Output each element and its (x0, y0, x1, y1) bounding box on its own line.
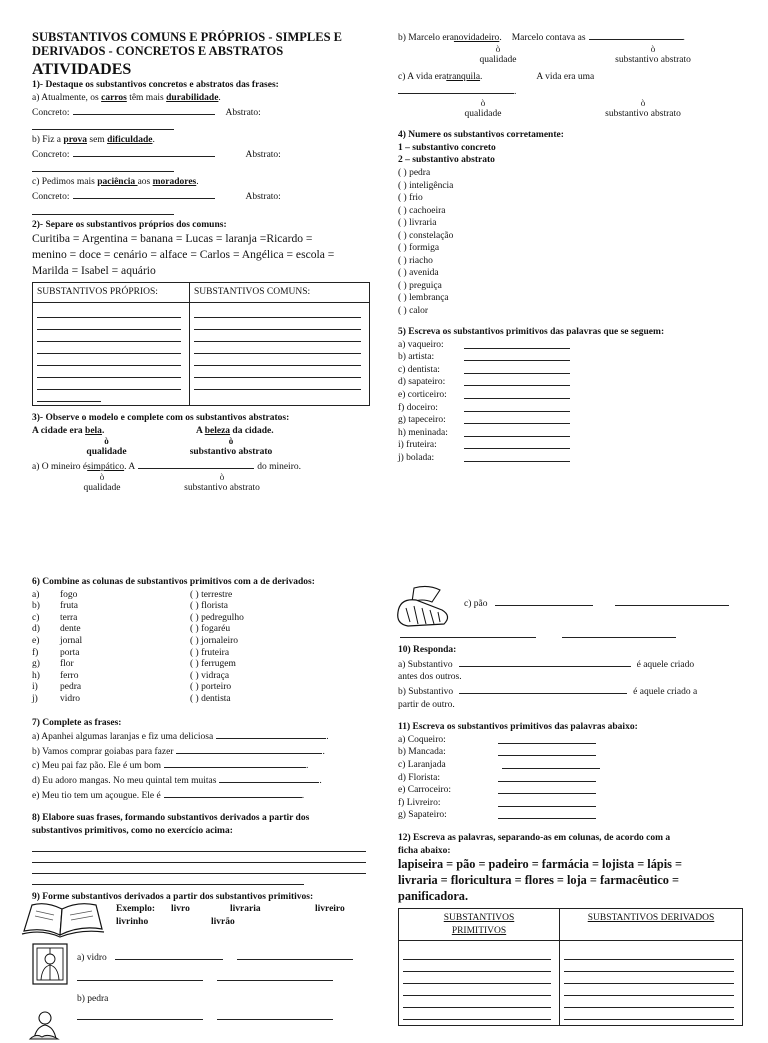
question-4: 4) Numere os substantivos corretamente: 1 – substantivo concreto 2 – substantivo abstrato ( ) pedra ( ) inteligência ( ) frio ( ) cachoeira ( ) livraria ( ) constelação ( ) formiga ( ) riacho ( ) avenida ( ) preguiça ( ) lembrança ( ) calor (398, 129, 738, 317)
question-8: 8) Elabore suas frases, formando substantivos derivados a partir dos substantivos primitivos, como no exercício acima: (32, 812, 370, 884)
list-item (398, 452, 738, 465)
q1-answer-a: Concreto: Abstrato: (32, 105, 370, 120)
list-item (398, 427, 738, 440)
list-item (398, 376, 738, 389)
question-10-title: 10) Responda: (398, 645, 457, 655)
activities-heading: ATIVIDADES (32, 60, 132, 78)
derived-option[interactable]: ( ) ferrugem (190, 659, 236, 670)
answer-line[interactable] (400, 628, 536, 638)
match-row (32, 589, 370, 601)
q3-item-a: a) O mineiro é simpático . A do mineiro. (32, 459, 370, 474)
list-item[interactable]: ( ) cachoeira (398, 205, 446, 216)
col-header-primitivos: SUBSTANTIVOS PRIMITIVOS (399, 909, 560, 941)
comuns-cell[interactable] (190, 302, 370, 405)
list-item (398, 402, 738, 415)
question-6-title: 6) Combine as colunas de substantivos primitivos com a de derivados: (32, 577, 315, 587)
match-row (32, 647, 370, 659)
list-item (398, 809, 743, 822)
match-row (32, 612, 370, 624)
answer-line[interactable] (498, 809, 596, 819)
item-letter: j) (32, 693, 38, 704)
answer-line[interactable] (464, 389, 570, 399)
answer-line[interactable] (464, 364, 570, 374)
answer-line[interactable] (237, 950, 353, 960)
derived-option[interactable]: ( ) dentista (190, 693, 231, 704)
derived-option[interactable]: ( ) pedregulho (190, 612, 244, 623)
answer-line[interactable] (589, 30, 683, 40)
match-row (32, 623, 370, 635)
question-9: 9) Forme substantivos derivados a partir dos substantivos primitivos: Exemplo: livro livraria livreiro livrinho livrão a) vidro b) pedra (32, 891, 370, 1020)
q9-item-c: c) pão (398, 584, 743, 640)
list-item (398, 351, 738, 364)
q1-sentence-a: a) Atualmente, os carros têm mais durabilidade. (32, 92, 221, 103)
q12-table (398, 908, 743, 1026)
item-letter: e) (32, 636, 40, 646)
item-letter: f) (32, 647, 39, 658)
item-label: f) Livreiro: (398, 797, 441, 808)
item-letter: g) (32, 659, 40, 670)
q2-word-list: Curitiba = Argentina = banana = Lucas = laranja =Ricardo = menino = doce = cenário = alface = Carlos = Angélica = escola = Marilda = Isabel = aquário (32, 232, 335, 278)
question-7-title: 7) Complete as frases: (32, 717, 122, 728)
answer-line[interactable] (32, 119, 174, 130)
answer-line[interactable] (73, 147, 215, 157)
match-row (32, 635, 370, 647)
answer-line[interactable] (164, 788, 302, 798)
answer-line[interactable] (32, 863, 366, 874)
derived-option[interactable]: ( ) porteiro (190, 682, 232, 693)
item-label: e) Carroceiro: (398, 785, 452, 796)
question-11 (398, 721, 743, 822)
list-item (398, 389, 738, 402)
section-bottom-left (32, 576, 370, 1020)
question-1 (32, 79, 370, 214)
question-2 (32, 219, 370, 406)
answer-line[interactable] (464, 452, 570, 462)
item-label: h) meninada: (398, 427, 448, 438)
item-letter: h) (32, 670, 40, 681)
list-item (398, 414, 738, 427)
question-5-title: 5) Escreva os substantivos primitivos das palavras que se seguem: (398, 327, 665, 337)
answer-line[interactable] (464, 439, 570, 449)
down-arrow-icon: ò (480, 97, 486, 108)
primitive-word: flor (60, 659, 74, 670)
answer-line[interactable] (459, 657, 631, 667)
list-item[interactable]: ( ) pedra (398, 168, 431, 178)
primitive-word: fruta (60, 601, 78, 612)
answer-line[interactable] (498, 734, 596, 744)
question-12-title: 12) Escreva as palavras, separando-as em colunas, de acordo com a (398, 832, 671, 843)
item-letter: c) (32, 612, 40, 623)
item-label: d) Florista: (398, 772, 440, 783)
answer-line[interactable] (32, 204, 174, 215)
answer-line[interactable] (464, 351, 570, 361)
q1-answer-c: Concreto: Abstrato: (32, 189, 370, 204)
answer-line[interactable] (77, 1010, 203, 1020)
window-icon (30, 941, 70, 987)
item-label: g) Sapateiro: (398, 810, 447, 821)
q11-list (398, 734, 743, 822)
question-1-title: 1)- Destaque os substantivos concretos e abstratos das frases: (32, 80, 279, 91)
q1-answer-b: Concreto: Abstrato: (32, 147, 370, 162)
primitive-word: jornal (60, 636, 83, 646)
item-label: b) Mancada: (398, 747, 446, 758)
down-arrow-icon: ò (495, 43, 501, 54)
item-letter: d) (32, 624, 40, 635)
answer-line[interactable] (32, 161, 174, 172)
item-label: c) Laranjada (398, 759, 446, 770)
match-row (32, 600, 370, 612)
item-label: f) doceiro: (398, 402, 438, 413)
list-item (398, 439, 738, 452)
col-header-comuns: SUBSTANTIVOS COMUNS: (190, 283, 370, 303)
down-arrow-icon: ò (104, 436, 109, 447)
title-line-2: DERIVADOS - CONCRETOS E ABSTRATOS (32, 44, 284, 59)
answer-line[interactable] (562, 628, 676, 638)
q6-match-list (32, 589, 370, 705)
answer-line[interactable] (459, 684, 627, 694)
answer-line[interactable] (498, 797, 596, 807)
list-item[interactable]: ( ) lembrança (398, 293, 449, 303)
primitive-word: ferro (60, 670, 79, 681)
item-letter: b) (32, 601, 40, 612)
q1-sentence-c: c) Pedimos mais paciência aos moradores. (32, 177, 199, 188)
answer-line[interactable] (138, 459, 254, 469)
answer-line[interactable] (464, 427, 570, 437)
list-item (398, 339, 738, 352)
answer-line[interactable] (164, 758, 306, 768)
down-arrow-icon: ò (650, 43, 656, 54)
primitive-word: porta (60, 647, 80, 658)
proprios-cell[interactable] (33, 302, 190, 405)
list-item[interactable]: ( ) riacho (398, 255, 433, 266)
list-item[interactable]: ( ) constelação (398, 230, 454, 241)
question-7: 7) Complete as frases: a) Apanhei algumas laranjas e fiz uma deliciosa . b) Vamos comprar goiabas para fazer . c) Meu pai faz pão. Ele é um bom . d) Eu adoro mangas. No meu quintal tem muitas . e) Meu tio tem um açougue. Ele é . (32, 717, 370, 803)
page-title (32, 30, 370, 59)
list-item (398, 772, 743, 785)
q5-list (398, 339, 738, 465)
item-label: d) sapateiro: (398, 377, 446, 388)
bread-icon (394, 584, 456, 628)
down-arrow-icon: ò (228, 436, 234, 447)
item-letter: i) (32, 682, 38, 693)
down-arrow-icon: ò (219, 472, 225, 483)
primitive-word: terra (60, 612, 78, 623)
q1-sentence-b: b) Fiz a prova sem dificuldade. (32, 135, 155, 146)
open-book-icon (20, 901, 106, 939)
primitive-word: vidro (60, 693, 81, 704)
section-top-left (32, 30, 370, 495)
stone-icon (28, 1009, 62, 1043)
primitive-word: fogo (60, 589, 78, 600)
question-12: 12) Escreva as palavras, separando-as em colunas, de acordo com a ficha abaixo: lapiseira = pão = padeiro = farmácia = lojista = lápis = livraria = floricultura = flores = loja = farmacêutico = panificadora. SUBSTANTIVOS PRIMITIVOS SUBSTANTIVOS DERIVADOS (398, 832, 743, 1026)
answer-line[interactable] (32, 852, 366, 863)
col-header-derivados: SUBSTANTIVOS DERIVADOS (560, 909, 743, 941)
derived-option[interactable]: ( ) fogaréu (190, 624, 231, 635)
q9-item-b: b) pedra (32, 993, 370, 1020)
answer-line[interactable] (502, 759, 600, 769)
q2-table (32, 282, 370, 406)
question-6 (32, 576, 370, 705)
answer-line[interactable] (73, 189, 215, 199)
section-bottom-right (398, 584, 743, 1026)
q3-example: A cidade era bela. A beleza da cidade. (32, 425, 274, 436)
answer-line[interactable] (615, 596, 729, 606)
answer-line[interactable] (77, 971, 203, 981)
question-2-title: 2)- Separe os substantivos próprios dos comuns: (32, 219, 227, 230)
list-item (398, 797, 743, 810)
list-item[interactable]: ( ) preguiça (398, 280, 442, 291)
derived-option[interactable]: ( ) vidraça (190, 670, 230, 681)
primitive-word: dente (60, 624, 81, 635)
answer-line[interactable] (216, 729, 326, 739)
list-item (398, 734, 743, 747)
answer-line[interactable] (464, 414, 570, 424)
list-item[interactable]: ( ) calor (398, 305, 429, 316)
question-10: 10) Responda: a) Substantivo é aquele criado antes dos outros. b) Substantivo é aquele criado a partir de outro. (398, 644, 743, 711)
item-label: e) corticeiro: (398, 390, 447, 400)
derived-option[interactable]: ( ) florista (190, 601, 228, 612)
list-item (398, 746, 743, 759)
answer-line[interactable] (115, 950, 223, 960)
list-item[interactable]: ( ) inteligência (398, 180, 454, 191)
question-5 (398, 326, 738, 465)
list-item[interactable]: ( ) livraria (398, 218, 437, 228)
item-label: a) Coqueiro: (398, 734, 446, 745)
list-item[interactable]: ( ) formiga (398, 243, 440, 253)
item-label: g) tapeceiro: (398, 415, 446, 426)
derived-option[interactable]: ( ) jornaleiro (190, 636, 239, 646)
q12-word-list: lapiseira = pão = padeiro = farmácia = lojista = lápis = livraria = floricultura = flores = loja = farmacêutico = panificadora. (398, 857, 682, 904)
answer-line[interactable] (464, 402, 570, 412)
item-label: i) fruteira: (398, 440, 437, 451)
answer-line[interactable] (498, 746, 596, 756)
question-9-title: 9) Forme substantivos derivados a partir dos substantivos primitivos: (32, 891, 314, 902)
derived-option[interactable]: ( ) fruteira (190, 647, 230, 658)
answer-line[interactable] (32, 841, 366, 852)
answer-line[interactable] (217, 971, 333, 981)
list-item[interactable]: ( ) frio (398, 193, 423, 203)
answer-line[interactable] (464, 376, 570, 386)
answer-line[interactable] (32, 874, 304, 885)
primitive-word: pedra (60, 682, 82, 693)
item-label: j) bolada: (398, 452, 435, 463)
col-header-proprios: SUBSTANTIVOS PRÓPRIOS: (33, 283, 190, 303)
down-arrow-icon: ò (640, 97, 646, 108)
answer-line[interactable] (498, 772, 596, 782)
item-label: b) artista: (398, 352, 435, 363)
answer-line[interactable] (398, 84, 514, 94)
answer-line[interactable] (73, 105, 215, 115)
derivados-cell[interactable] (560, 941, 743, 1026)
down-arrow-icon: ò (99, 472, 105, 483)
q3-item-c: c) A vida era tranquila . A vida era uma (398, 72, 595, 83)
title-line-1: SUBSTANTIVOS COMUNS E PRÓPRIOS - SIMPLES E (32, 30, 342, 44)
primitivos-cell[interactable] (399, 941, 560, 1026)
question-3: 3)- Observe o modelo e complete com os substantivos abstratos: A cidade era bela. A beleza da cidade. ò ò qualidade substantivo abstrato a) O mineiro é simpático . A do mineiro. ò ò qualidade substantivo abstrato (32, 412, 370, 495)
question-4-title: 4) Numere os substantivos corretamente: (398, 130, 564, 141)
item-label: a) vaqueiro: (398, 339, 444, 350)
answer-line[interactable] (495, 596, 593, 606)
question-3-title: 3)- Observe o modelo e complete com os substantivos abstratos: (32, 412, 290, 423)
match-row (32, 670, 370, 682)
answer-line[interactable] (464, 339, 570, 349)
answer-line[interactable] (498, 784, 596, 794)
q9-item-a: a) vidro (32, 950, 370, 981)
answer-line[interactable] (176, 744, 322, 754)
answer-line[interactable] (217, 1010, 333, 1020)
derived-option[interactable]: ( ) terrestre (190, 589, 233, 600)
list-item[interactable]: ( ) avenida (398, 268, 439, 278)
q3-item-b: b) Marcelo era novidadeiro . Marcelo contava as . (398, 30, 738, 45)
item-letter: a) (32, 589, 40, 600)
match-row (32, 658, 370, 670)
q4-list (398, 167, 738, 317)
answer-line[interactable] (219, 773, 319, 783)
item-label: c) dentista: (398, 364, 440, 375)
section-top-right: b) Marcelo era novidadeiro . Marcelo contava as . ò ò qualidade substantivo abstrato c) A vida era tranquila . A vida era uma . ò ò qualidade substantivo abstrato 4) Numere os substantivos corretamente: 1 – substantivo concreto 2 – substantivo abstrato ( ) pedra ( ) inteligência ( ) frio ( ) cachoeira ( ) livraria ( ) constelação ( ) formiga ( ) riacho ( ) avenida ( ) preguiça ( ) lembrança ( ) calor 5) Escreva os substantivos primitivos das palavras que se seguem: a) vaqueiro: b) artista: c) dentista: d) sapateiro: e) corticeiro: f) doceiro: g) tapeceiro: h) meninada: i) fruteira: j) bolada: (398, 30, 738, 465)
match-row (32, 681, 370, 693)
list-item (398, 364, 738, 377)
list-item (398, 784, 743, 797)
list-item (398, 759, 743, 772)
match-row (32, 693, 370, 705)
question-11-title: 11) Escreva os substantivos primitivos das palavras abaixo: (398, 722, 638, 733)
question-8-title: 8) Elabore suas frases, formando substantivos derivados a partir dos (32, 813, 310, 824)
